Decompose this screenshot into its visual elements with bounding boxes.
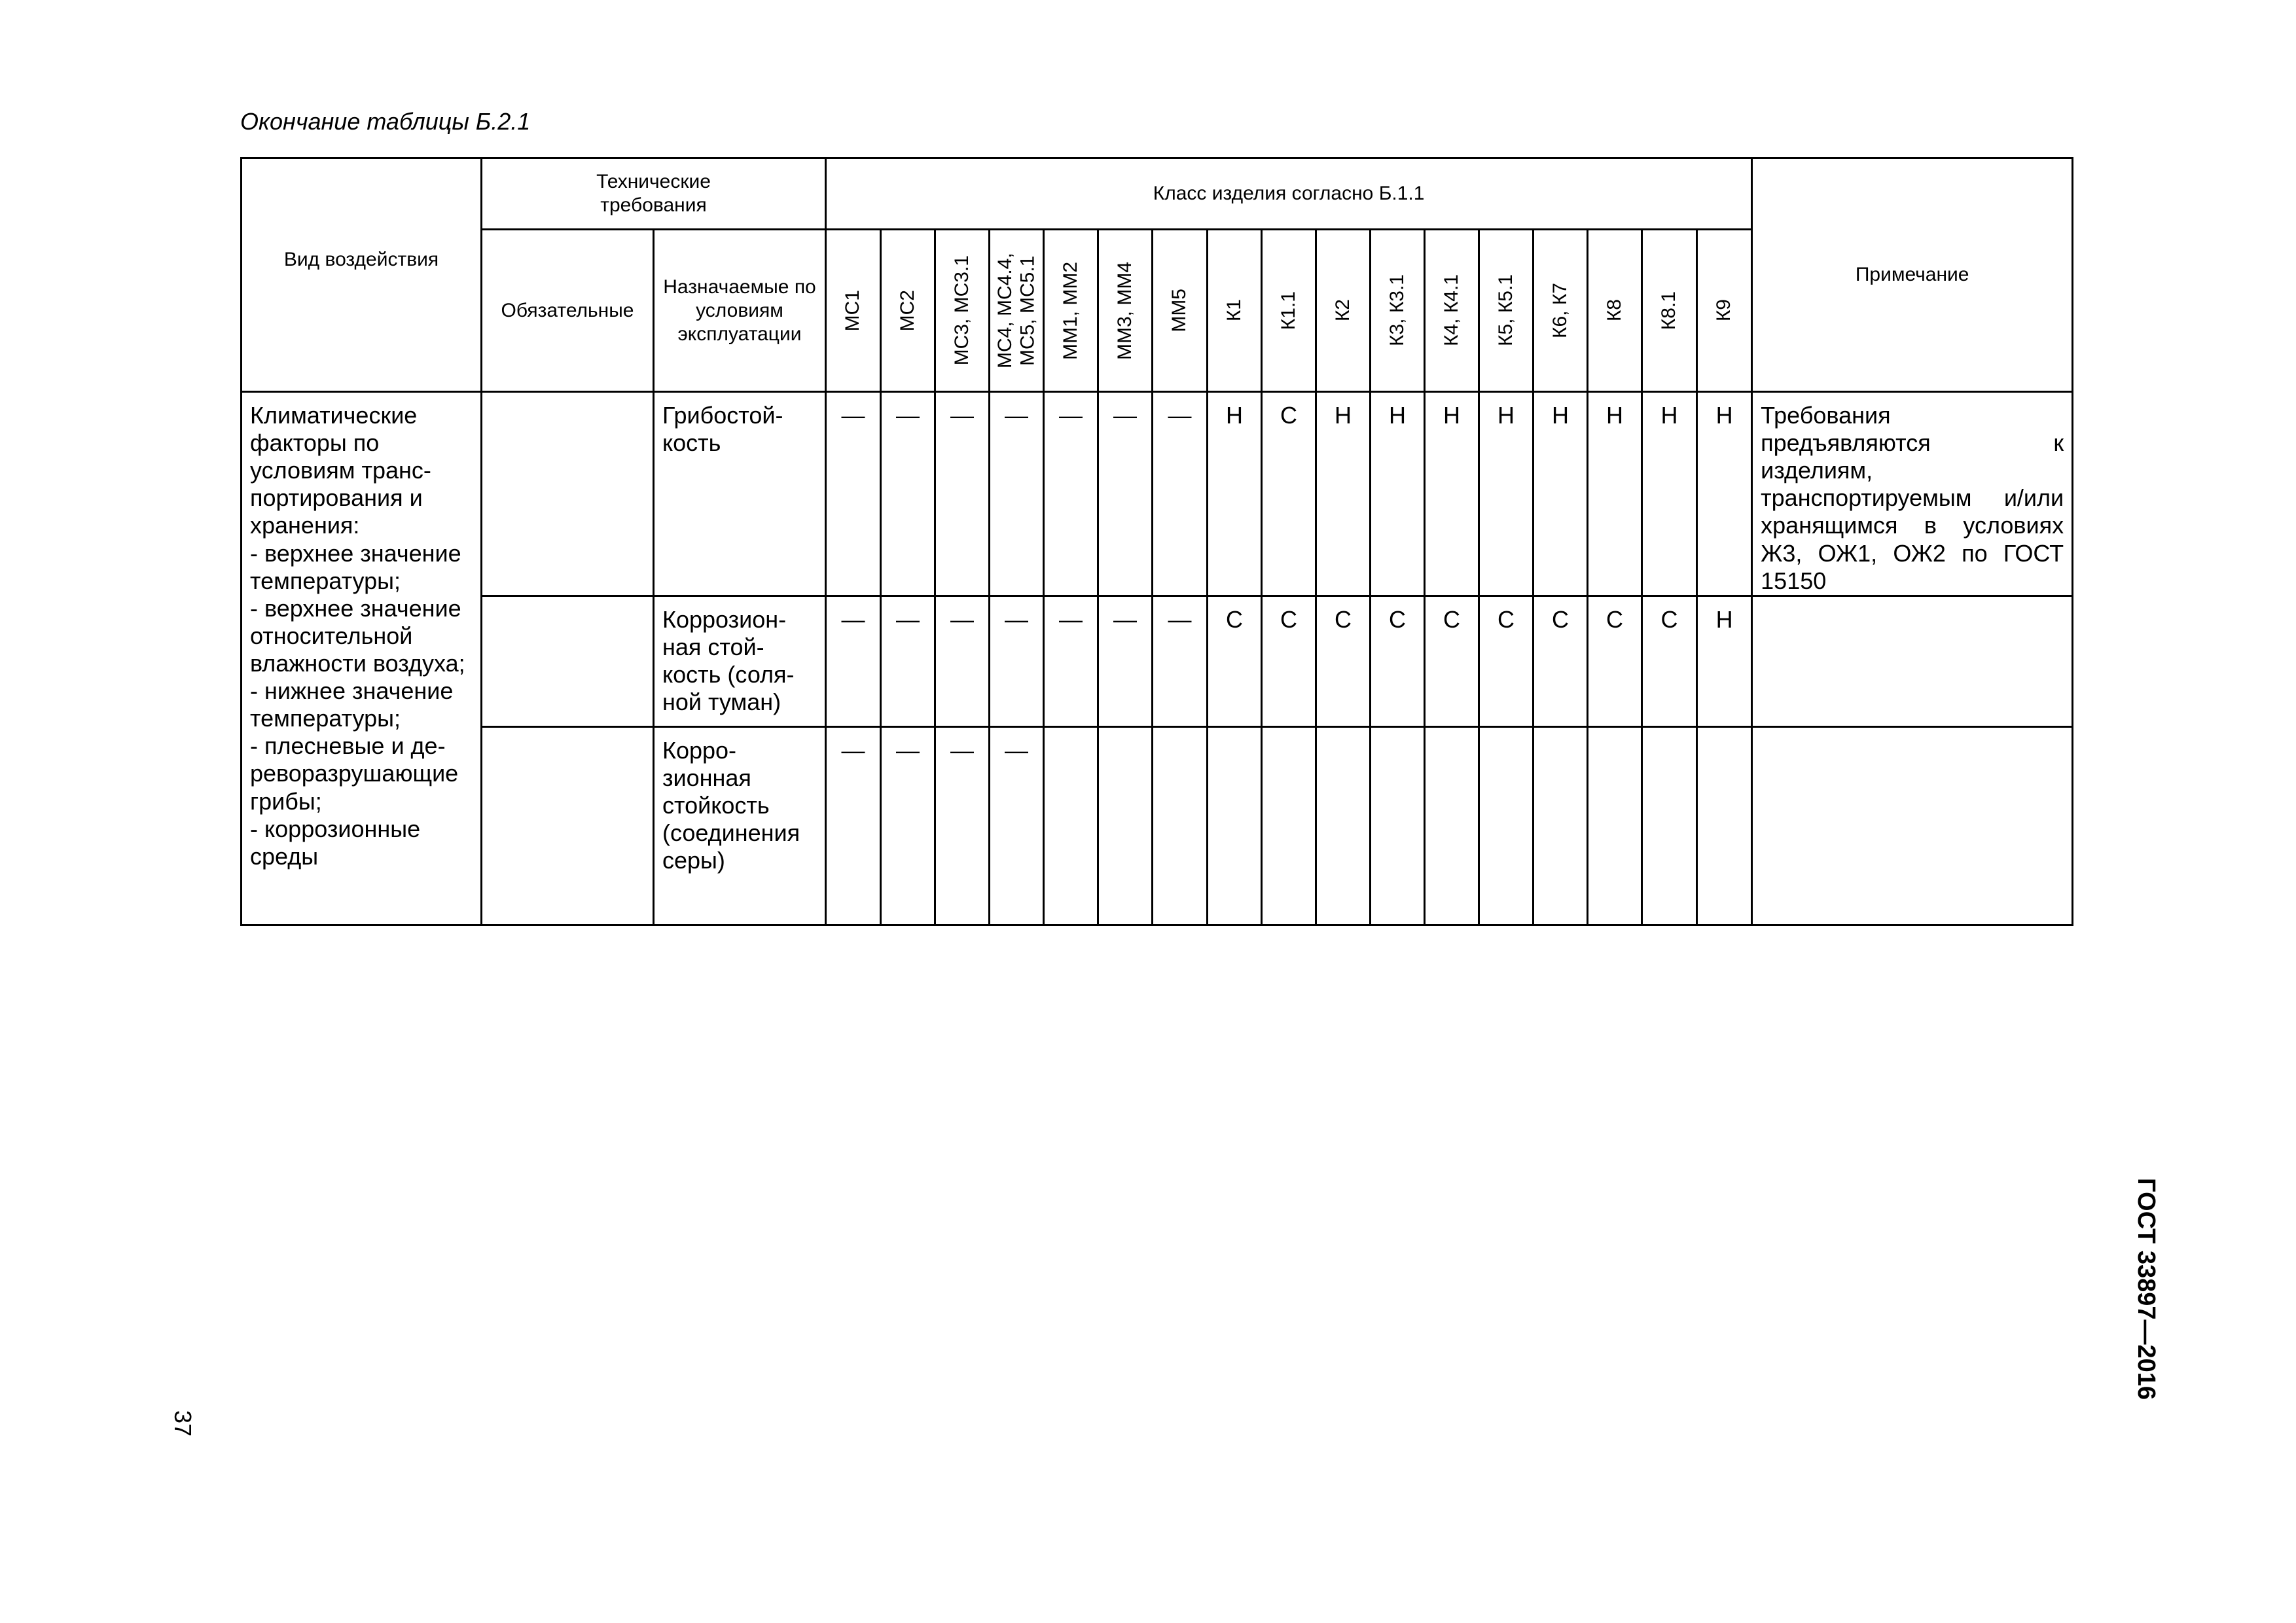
text-line: кость (соля- — [662, 660, 795, 688]
class-value-cell — [1208, 726, 1262, 925]
class-value-cell: Н — [1425, 392, 1479, 596]
class-value-cell: С — [1425, 596, 1479, 726]
class-value-cell — [1697, 726, 1752, 925]
impact-line: среды — [250, 842, 319, 870]
note-cell — [1752, 726, 2073, 925]
text-line: (соединения — [662, 819, 800, 847]
class-value-cell: — — [1153, 392, 1208, 596]
table-caption: Окончание таблицы Б.2.1 — [240, 108, 531, 135]
impact-line: Климатические — [250, 402, 418, 429]
class-header: К8 — [1588, 230, 1642, 392]
class-value-cell: — — [1098, 392, 1153, 596]
class-value-cell: — — [826, 726, 881, 925]
mandatory-cell — [482, 726, 654, 925]
class-value-cell — [1153, 726, 1208, 925]
class-value-cell — [1371, 726, 1425, 925]
class-value-cell: Н — [1479, 392, 1534, 596]
class-value-cell: С — [1534, 596, 1588, 726]
class-value-cell: — — [1153, 596, 1208, 726]
impact-line: - нижнее значение — [250, 677, 454, 705]
class-value-cell: С — [1371, 596, 1425, 726]
class-value-cell: Н — [1697, 392, 1752, 596]
class-header: МС2 — [881, 230, 935, 392]
class-value-cell: С — [1588, 596, 1642, 726]
text-line: серы) — [662, 847, 725, 874]
assigned-cell — [654, 392, 826, 596]
text-line: зионная — [662, 764, 751, 791]
text-line: кость — [662, 429, 721, 457]
class-value-cell: Н — [1534, 392, 1588, 596]
class-value-cell: — — [1044, 392, 1098, 596]
class-value-cell: С — [1262, 392, 1316, 596]
class-value-cell: Н — [1371, 392, 1425, 596]
class-value-cell — [1044, 726, 1098, 925]
text-line: ной туман) — [662, 688, 781, 716]
class-header: ММ1, ММ2 — [1044, 230, 1098, 392]
impact-line: условиям транс- — [250, 457, 431, 484]
class-header: МС1 — [826, 230, 881, 392]
class-value-cell — [1316, 726, 1371, 925]
class-header: К9 — [1697, 230, 1752, 392]
class-value-cell: Н — [1642, 392, 1697, 596]
impact-line: грибы; — [250, 787, 322, 815]
text-line: Грибостой- — [662, 402, 783, 429]
class-value-cell: — — [935, 596, 990, 726]
class-value-cell: — — [881, 392, 935, 596]
class-value-cell: — — [990, 726, 1044, 925]
class-value-cell — [1262, 726, 1316, 925]
impact-line: влажности воздуха; — [250, 649, 465, 677]
standard-designation: ГОСТ 33897—2016 — [2132, 1178, 2160, 1400]
header-note: Примечание — [1752, 158, 2073, 392]
class-header: К6, К7 — [1534, 230, 1588, 392]
class-header: К4, К4.1 — [1425, 230, 1479, 392]
class-value-cell — [1098, 726, 1153, 925]
header-product-class: Класс изделия согласно Б.1.1 — [826, 158, 1752, 230]
assigned-cell — [654, 726, 826, 925]
class-value-cell — [1479, 726, 1534, 925]
class-value-cell: С — [1316, 596, 1371, 726]
class-header: ММ3, ММ4 — [1098, 230, 1153, 392]
class-value-cell: — — [826, 596, 881, 726]
class-value-cell: — — [1098, 596, 1153, 726]
class-header: К3, К3.1 — [1371, 230, 1425, 392]
class-header: ММ5 — [1153, 230, 1208, 392]
class-value-cell: — — [935, 392, 990, 596]
class-header: К2 — [1316, 230, 1371, 392]
mandatory-cell — [482, 596, 654, 726]
class-header: К1.1 — [1262, 230, 1316, 392]
class-value-cell — [1534, 726, 1588, 925]
class-header: МС4, МС4.4, МС5, МС5.1 — [990, 230, 1044, 392]
impact-line: хранения: — [250, 512, 360, 539]
class-value-cell: — — [1044, 596, 1098, 726]
impact-line: температуры; — [250, 567, 401, 594]
class-value-cell: С — [1262, 596, 1316, 726]
class-value-cell: — — [881, 726, 935, 925]
class-header: К8.1 — [1642, 230, 1697, 392]
impact-line: - верхнее значение — [250, 539, 461, 567]
impact-line: - плесневые и де- — [250, 732, 446, 760]
header-impact-type: Вид воздействия — [242, 158, 482, 392]
class-value-cell: С — [1208, 596, 1262, 726]
impact-line: - коррозионные — [250, 815, 421, 842]
note-cell — [1752, 596, 2073, 726]
class-header: К1 — [1208, 230, 1262, 392]
impact-line: - верхнее значение — [250, 594, 461, 622]
text-line: стойкость — [662, 791, 770, 819]
class-value-cell: — — [881, 596, 935, 726]
page-number: 37 — [170, 1410, 196, 1437]
assigned-cell — [654, 596, 826, 726]
class-value-cell: Н — [1316, 392, 1371, 596]
note-cell: Требования предъявляются к изделиям, транспортируемым и/или хранящимся в условиях Ж3, ОЖ1, ОЖ2 по ГОСТ 15150 — [1752, 392, 2073, 596]
impact-description — [242, 392, 482, 925]
class-value-cell: — — [935, 726, 990, 925]
impact-line: относительной — [250, 622, 413, 649]
header-tech-requirements: Технические требования — [482, 158, 826, 230]
text-line: Корро- — [662, 736, 737, 764]
impact-line: портирования и — [250, 484, 423, 512]
impact-line: реворазрушающие — [250, 760, 459, 787]
class-value-cell: — — [990, 392, 1044, 596]
class-value-cell: С — [1642, 596, 1697, 726]
class-value-cell: С — [1479, 596, 1534, 726]
class-value-cell: Н — [1588, 392, 1642, 596]
text-line: Коррозион- — [662, 605, 787, 633]
mandatory-cell — [482, 392, 654, 596]
class-value-cell: — — [826, 392, 881, 596]
class-value-cell: — — [990, 596, 1044, 726]
class-value-cell — [1425, 726, 1479, 925]
class-value-cell: Н — [1208, 392, 1262, 596]
header-mandatory: Обязательные — [482, 230, 654, 392]
class-header: МС3, МС3.1 — [935, 230, 990, 392]
header-assigned: Назначаемые по условиям эксплуатации — [654, 230, 826, 392]
text-line: ная стой- — [662, 633, 764, 660]
impact-line: температуры; — [250, 705, 401, 732]
class-value-cell — [1642, 726, 1697, 925]
class-header: К5, К5.1 — [1479, 230, 1534, 392]
impact-line: факторы по — [250, 429, 380, 457]
requirements-table — [240, 157, 2073, 926]
class-value-cell — [1588, 726, 1642, 925]
class-value-cell: Н — [1697, 596, 1752, 726]
